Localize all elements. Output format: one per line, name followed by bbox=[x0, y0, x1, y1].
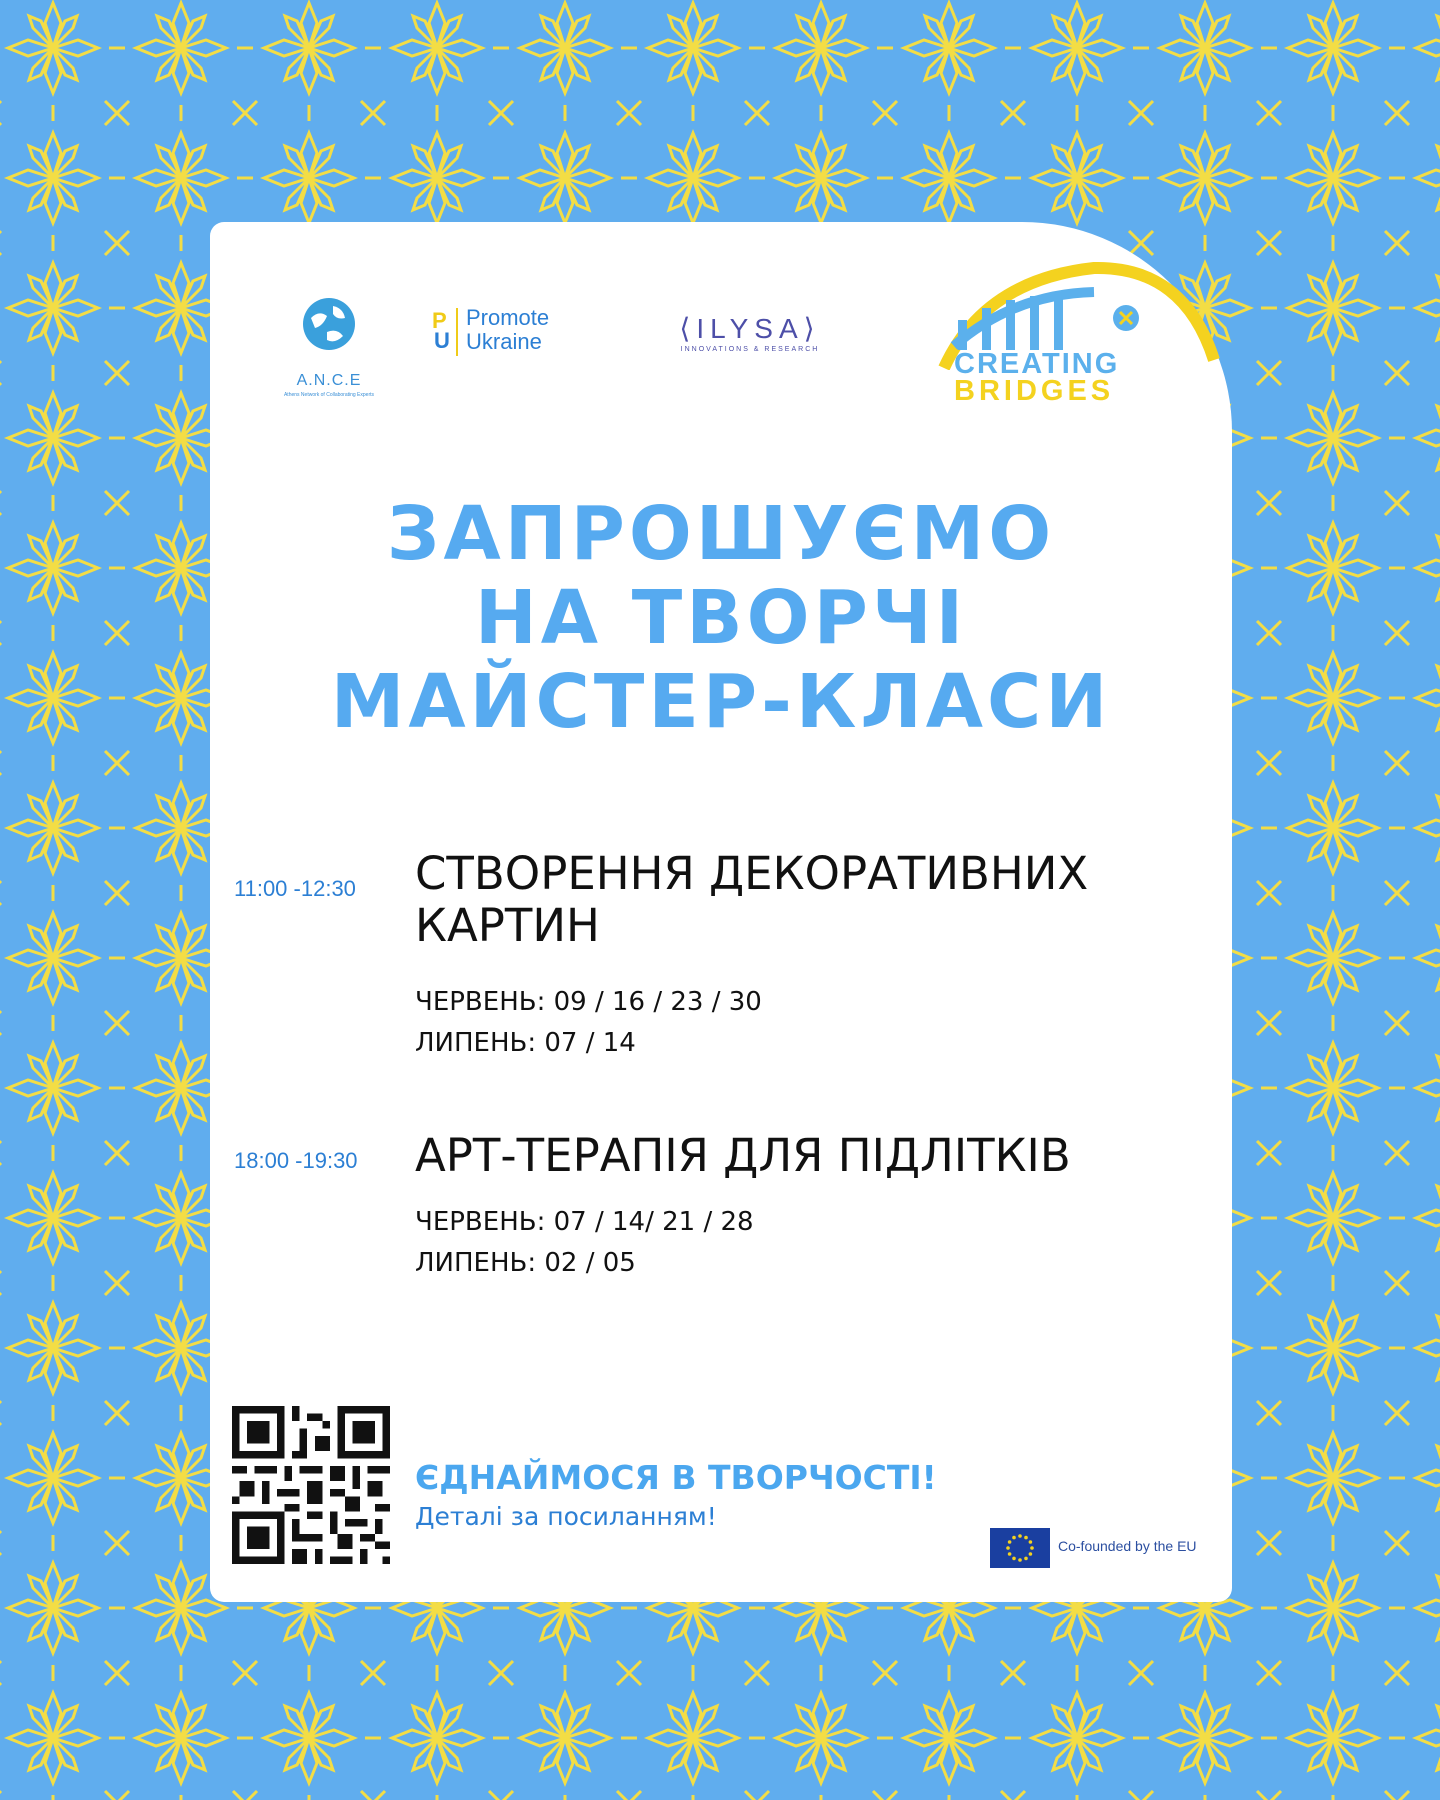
creating-bridges-logo bbox=[924, 260, 1224, 410]
ilysa-name: ⟨ILYSA⟩ bbox=[679, 313, 821, 344]
headline bbox=[210, 492, 1232, 744]
details-link-text[interactable]: Деталі за посиланням! bbox=[415, 1502, 717, 1531]
headline-line2: НА ТВОРЧІ bbox=[474, 575, 968, 661]
event-dates bbox=[415, 982, 762, 1064]
pu-mark-icon bbox=[432, 308, 458, 356]
event-dates-june: ЧЕРВЕНЬ: 07 / 14/ 21 / 28 bbox=[415, 1207, 754, 1237]
event-title-line1: АРТ-ТЕРАПІЯ ДЛЯ ПІДЛІТКІВ bbox=[415, 1129, 1071, 1182]
event-dates bbox=[415, 1202, 754, 1284]
ance-name: A.N.C.E bbox=[296, 372, 362, 389]
headline-line3: МАЙСТЕР-КЛАСИ bbox=[330, 659, 1112, 745]
ilysa-subtitle: INNOVATIONS & RESEARCH bbox=[680, 346, 820, 353]
event-time: 18:00 -19:30 bbox=[234, 1148, 358, 1173]
event-time: 11:00 -12:30 bbox=[234, 876, 356, 901]
bridges-line1: CREATING bbox=[954, 348, 1120, 380]
event-dates-july: ЛИПЕНЬ: 07 / 14 bbox=[415, 1028, 636, 1058]
ance-subtitle: Athens Network of Collaborating Experts bbox=[283, 392, 375, 398]
promote-ukraine-logo bbox=[432, 306, 612, 360]
eu-flag-icon bbox=[990, 1528, 1050, 1568]
globe-icon bbox=[297, 292, 361, 356]
event-card bbox=[210, 222, 1232, 1602]
promote-line2: Ukraine bbox=[466, 329, 542, 354]
event-dates-june: ЧЕРВЕНЬ: 09 / 16 / 23 / 30 bbox=[415, 987, 762, 1017]
bridges-line2: BRIDGES bbox=[954, 375, 1115, 407]
eu-cofunded-label: Co-founded by the EU bbox=[1058, 1538, 1197, 1554]
headline-line1: ЗАПРОШУЄМО bbox=[386, 491, 1056, 577]
promote-ukraine-name bbox=[466, 306, 549, 354]
event-title-line1: СТВОРЕННЯ ДЕКОРАТИВНИХ bbox=[415, 847, 1089, 900]
promote-line1: Promote bbox=[466, 305, 550, 330]
event-title bbox=[415, 1130, 1071, 1182]
event-dates-july: ЛИПЕНЬ: 02 / 05 bbox=[415, 1248, 636, 1278]
ance-logo bbox=[274, 284, 384, 404]
pu-letter-u: U bbox=[434, 328, 450, 353]
event-title-line2: КАРТИН bbox=[415, 899, 600, 952]
qr-code-icon[interactable] bbox=[232, 1406, 390, 1564]
event-title bbox=[415, 848, 1088, 952]
pu-letter-p: P bbox=[432, 308, 447, 333]
slogan: ЄДНАЙМОСЯ В ТВОРЧОСТІ! bbox=[415, 1458, 937, 1497]
ilysa-logo bbox=[650, 312, 850, 362]
